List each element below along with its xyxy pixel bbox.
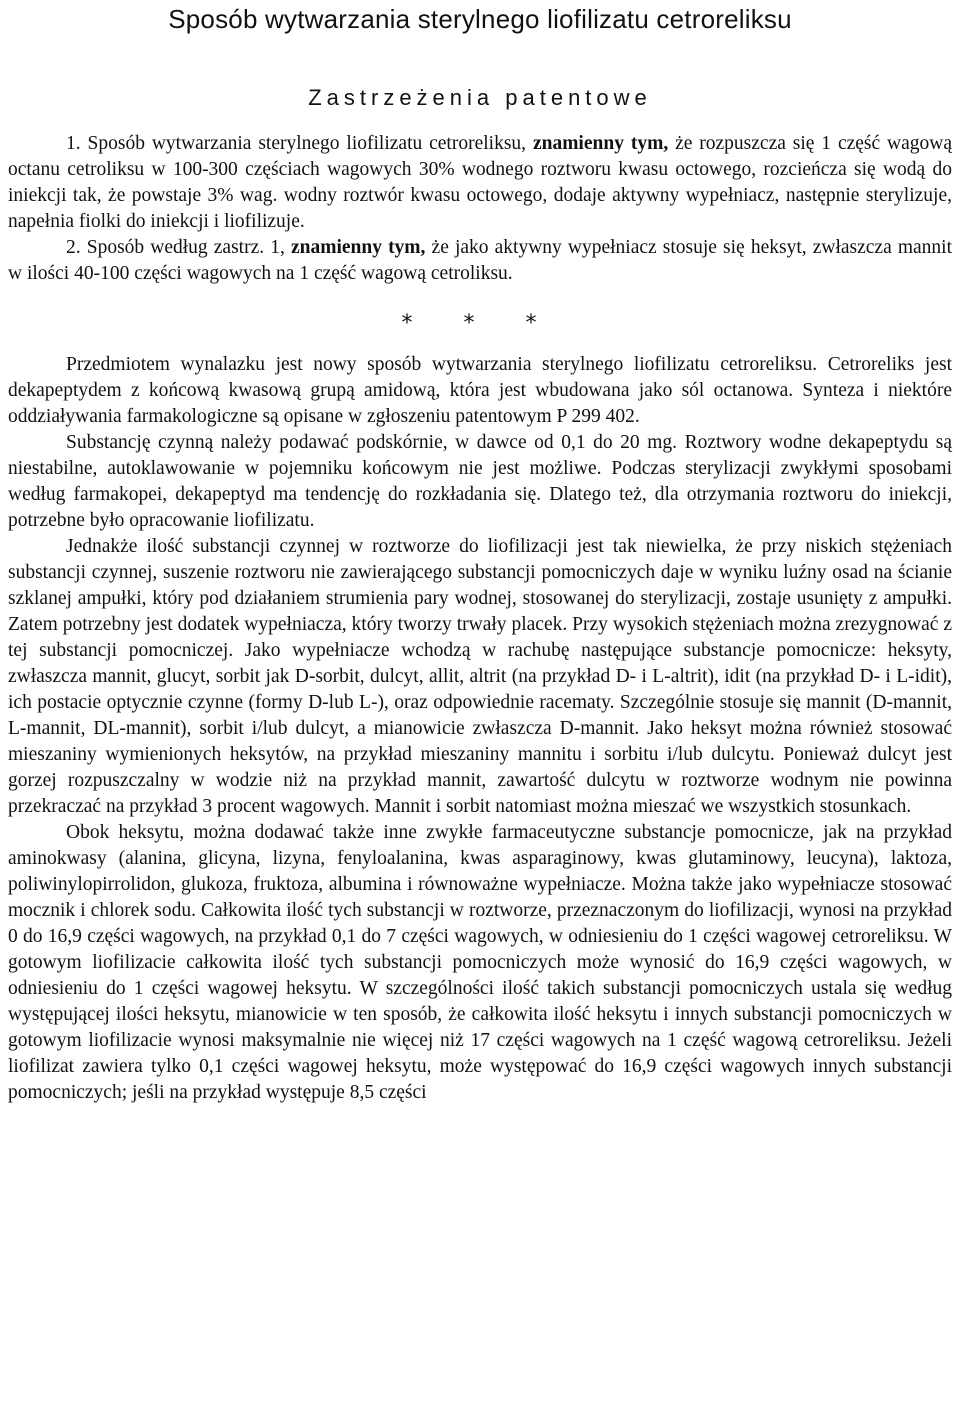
paragraph-3: Jednakże ilość substancji czynnej w roztworze do liofilizacji jest tak niewielka, że przy niskich stężeniach substancji czynnej, suszenie roztworu nie zawierającego substancji pomocniczych daje w wyniku luźny osad na ścianie szklanej ampułki, który pod działaniem strumienia pary wodnej, stosowanej do sterylizacji, zostaje usunięty z ampułki. Zatem potrzebny jest dodatek wypełniacza, który tworzy trwały placek. Przy wysokich stężeniach można zrezygnować z tej substancji pomocniczej. Jako wypełniacze wchodzą w rachubę następujące substancje pomocnicze: heksyty, zwłaszcza mannit, glucyt, sorbit jak D-sorbit, dulcyt, allit, altrit (na przykład D- i L-altrit), idit (na przykład D- i L-idit), ich postacie optycznie czynne (formy D-lub L-), oraz odpowiednie racematy. Szczególnie stosuje się mannit (D-mannit, L-mannit, DL-mannit), sorbit i/lub dulcyt, a mianowicie zwłaszcza D-mannit. Jako heksyt można również stosować mieszaniny wymienionych heksytów, na przykład mieszaniny mannitu i sorbitu i/lub dulcytu. Ponieważ dulcyt jest gorzej rozpuszczalny w wodzie niż na przykład mannit, zawartość dulcytu w roztworze wodnym nie powinna przekraczać na przykład 3 procent wagowych. Mannit i sorbit natomiast można mieszać we wszystkich stosunkach. [8, 536, 952, 817]
claims-heading: Zastrzeżenia patentowe [308, 85, 652, 110]
claim-1-post: że rozpuszcza się 1 część wagową octanu cetroliksu w 100-300 częściach wagowych 30% wodnego roztworu kwasu octowego, rozcieńcza się wodą do iniekcji tak, że powstaje 3% wag. wodny roztwór kwasu octowego, dodaje aktywny wypełniacz, następnie sterylizuje, napełnia fiolki do iniekcji i liofilizuje. [8, 133, 953, 232]
claims-section [8, 131, 952, 287]
paragraph-1: Przedmiotem wynalazku jest nowy sposób wytwarzania sterylnego liofilizatu cetroreliksu. Cetroreliks jest dekapeptydem z końcową kwasową grupą amidową, która jest wbudowana jako sól octanowa. Synteza i niektóre oddziaływania farmakologiczne są opisane w zgłoszeniu patentowym P 299 402. [8, 354, 952, 427]
claim-2-bold: znamienny tym, [290, 237, 426, 258]
claim-1 [8, 131, 952, 235]
document-title: Sposób wytwarzania sterylnego liofilizatu cetroreliksu [168, 4, 792, 34]
claim-2-pre: 2. Sposób według zastrz. 1, [66, 237, 291, 258]
section-separator: * * * [401, 311, 559, 336]
paragraph-2: Substancję czynną należy podawać podskórnie, w dawce od 0,1 do 20 mg. Roztwory wodne dekapeptydu są niestabilne, autoklawowanie w pojemniku końcowym nie jest możliwe. Podczas sterylizacji zwykłymi sposobami według farmakopei, dekapeptyd ma tendencję do rozkładania się. Dlatego też, dla otrzymania roztworu do iniekcji, potrzebne było opracowanie liofilizatu. [8, 432, 952, 531]
claim-2-post: że jako aktywny wypełniacz stosuje się heksyt, zwłaszcza mannit w ilości 40-100 części wagowych na 1 część wagową cetroliksu. [8, 237, 952, 284]
paragraph-4: Obok heksytu, można dodawać także inne zwykłe farmaceutyczne substancje pomocnicze, jak na przykład aminokwasy (alanina, glicyna, lizyna, fenyloalanina, kwas asparaginowy, kwas glutaminowy, leucyna), laktoza, poliwinylopirrolidon, glukoza, fruktoza, albumina i równoważne wypełniacze. Można także jako wypełniacze stosować mocznik i chlorek sodu. Całkowita ilość tych substancji w roztworze, przeznaczonym do liofilizacji, wynosi na przykład 0 do 16,9 części wagowych, na przykład 0,1 do 7 części wagowych, w odniesieniu do 1 części wagowej cetroreliksu. W gotowym liofilizacie całkowita ilość tych substancji pomocniczych może wynosić do 16,9 części wagowych, w odniesieniu do 1 części wagowej heksytu. W szczególności ilość takich substancji pomocniczych ustala się według występującej ilości heksytu, mianowicie w ten sposób, że całkowita ilość heksytu i innych substancji pomocniczych w gotowym liofilizacie wynosi maksymalnie nie więcej niż 17 części wagowych na 1 część wagową cetroreliksu. Jeżeli liofilizat zawiera tylko 0,1 części wagowej heksytu, może występować do 16,9 części wagowych innych substancji pomocniczych; jeśli na przykład występuje 8,5 części [8, 822, 952, 1103]
claim-2 [8, 235, 952, 287]
claim-1-bold: znamienny tym, [532, 133, 669, 154]
claim-1-pre: 1. Sposób wytwarzania sterylnego liofilizatu cetroreliksu, [66, 133, 533, 154]
description-body [8, 352, 952, 1106]
